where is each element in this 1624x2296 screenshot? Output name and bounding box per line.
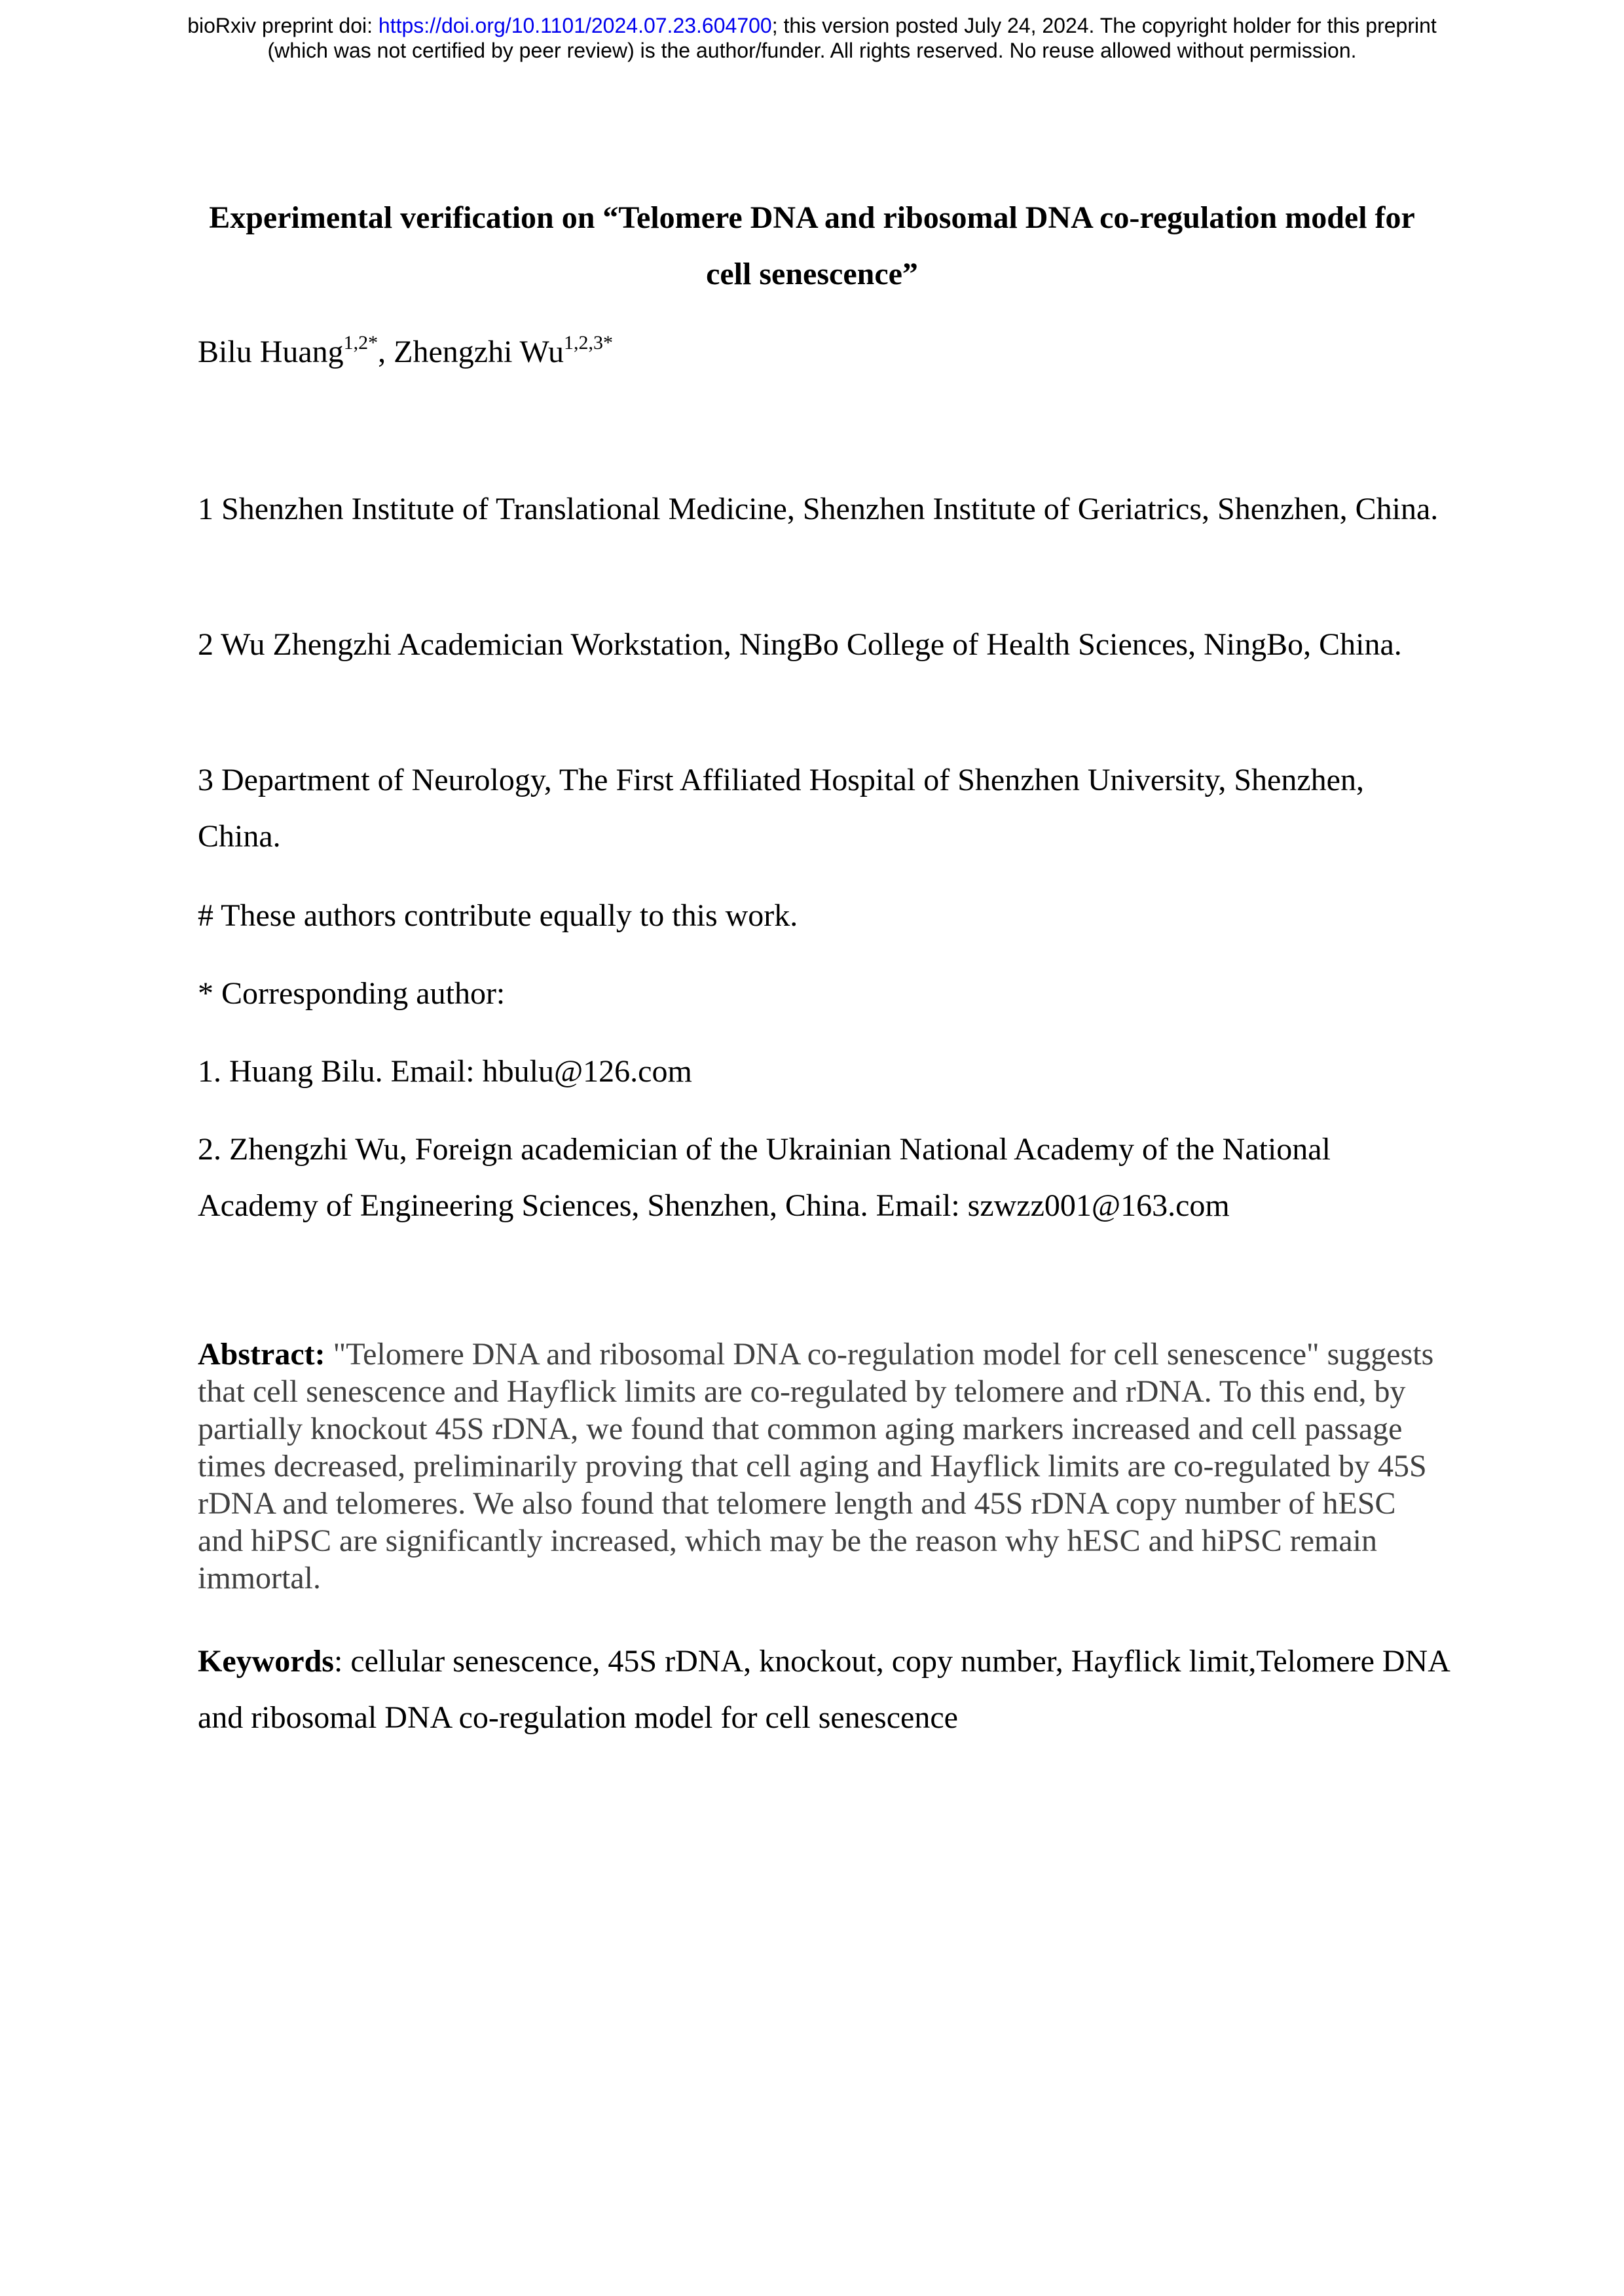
keywords xyxy=(198,1633,1455,1746)
abstract-text: "Telomere DNA and ribosomal DNA co-regulation model for cell senescence" suggests that cell senescence and Hayflick limits are co-regulated by telomere and rDNA. To this end, by partially knockout 45S rDNA, we found that common aging markers increased and cell passage times decreased, preliminarily proving that cell aging and Hayflick limits are co-regulated by 45S rDNA and telomeres. We also found that telomere length and 45S rDNA copy number of hESC and hiPSC are significantly increased, which may be the reason why hESC and hiPSC remain immortal. xyxy=(198,1337,1434,1595)
author-affiliation-marker: 1,2* xyxy=(343,332,378,354)
keywords-label: Keywords xyxy=(198,1644,334,1679)
corresponding-author-2: 2. Zhengzhi Wu, Foreign academician of the Ukrainian National Academy of the National Academy of Engineering Sciences, Shenzhen, China. Email: szwzz001@163.com xyxy=(198,1132,1331,1223)
doi-link[interactable]: https://doi.org/10.1101/2024.07.23.604700 xyxy=(378,14,772,37)
equal-contribution-note: # These authors contribute equally to this work. xyxy=(198,898,798,933)
author-affiliation-marker: 1,2,3* xyxy=(563,332,613,354)
banner-prefix: bioRxiv preprint doi: xyxy=(187,14,378,37)
abstract-label: Abstract: xyxy=(198,1337,325,1372)
affiliation-1: 1 Shenzhen Institute of Translational Medicine, Shenzhen Institute of Geriatrics, Shenzhen, China. xyxy=(198,492,1439,526)
keywords-text: : cellular senescence, 45S rDNA, knockout, copy number, Hayflick limit,Telomere DNA and ribosomal DNA co-regulation model for cell senescence xyxy=(198,1644,1449,1735)
affiliation-2: 2 Wu Zhengzhi Academician Workstation, NingBo College of Health Sciences, NingBo, China. xyxy=(198,627,1402,662)
author-separator: , xyxy=(378,335,394,369)
banner-line-1 xyxy=(0,13,1624,38)
preprint-banner xyxy=(0,13,1624,63)
corresponding-author-label: * Corresponding author: xyxy=(198,976,506,1011)
author-name: Zhengzhi Wu xyxy=(394,335,564,369)
author-name: Bilu Huang xyxy=(198,335,344,369)
banner-line-2: (which was not certified by peer review) is the author/funder. All rights reserved. No reuse allowed without permission. xyxy=(267,39,1357,62)
abstract xyxy=(198,1336,1442,1597)
banner-suffix: ; this version posted July 24, 2024. The copyright holder for this preprint xyxy=(771,14,1437,37)
paper-title: Experimental verification on “Telomere DNA and ribosomal DNA co-regulation model for cell senescence” xyxy=(209,200,1415,291)
affiliation-3: 3 Department of Neurology, The First Affiliated Hospital of Shenzhen University, Shenzhen, China. xyxy=(198,763,1364,854)
author-list xyxy=(198,327,613,377)
corresponding-author-1: 1. Huang Bilu. Email: hbulu@126.com xyxy=(198,1054,692,1089)
